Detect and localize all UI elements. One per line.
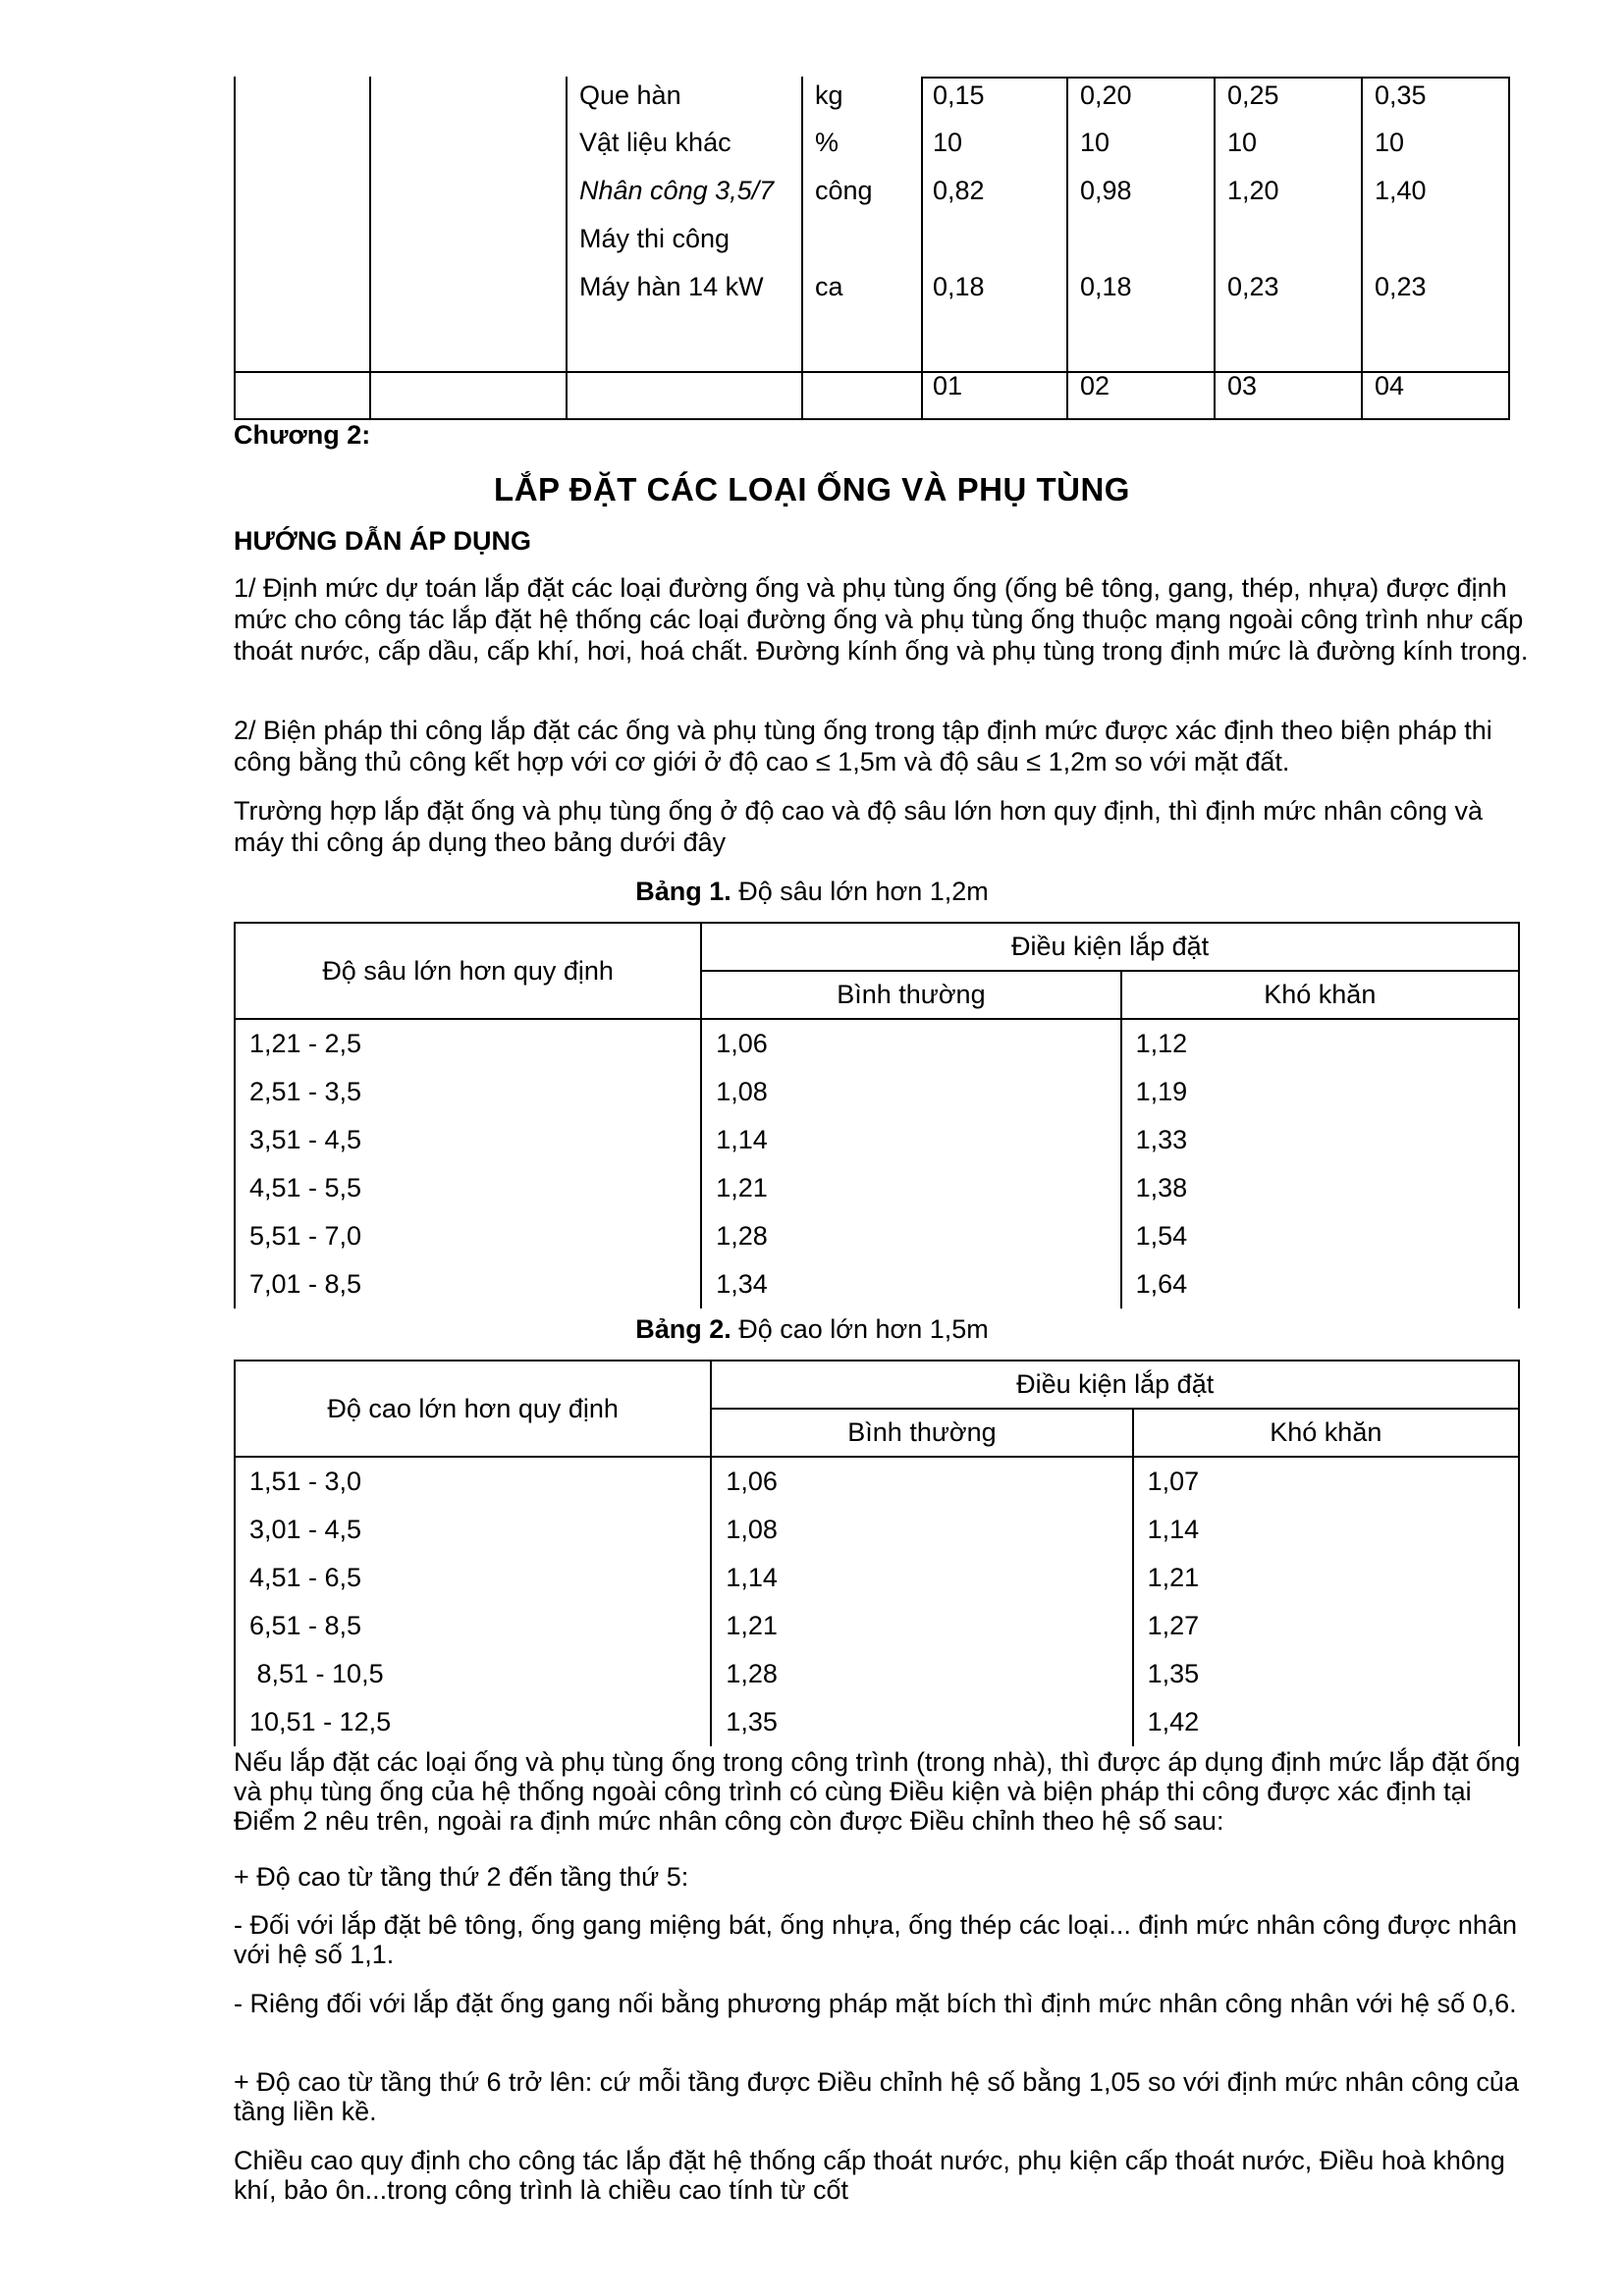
table-border <box>234 371 1510 373</box>
column-header: Độ cao lớn hơn quy định <box>235 1361 711 1457</box>
unit-label: % <box>815 128 839 157</box>
column-header: Độ sâu lớn hơn quy định <box>235 923 701 1019</box>
paragraph-4: Nếu lắp đặt các loại ống và phụ tùng ống trong công trình (trong nhà), thì được áp dụng định mức lắp đặt ống và phụ tùng ống của hệ thống ngoài công trình có cùng Điều kiện và biện pháp thi công được xác định tại Điểm 2 nêu trên, ngoài ra định mức nhân công còn được Điều chỉnh theo hệ số sau: <box>234 1747 1521 1836</box>
value-cell: 0,23 <box>1375 272 1427 301</box>
table-2 <box>234 1360 1520 1746</box>
group-header: Điều kiện lắp đặt <box>711 1361 1519 1409</box>
table-row: 5,51 - 7,0 1,28 1,54 <box>235 1212 1519 1260</box>
table-border <box>921 77 923 420</box>
value-cell: 0,35 <box>1375 80 1427 110</box>
table-border <box>921 77 1508 79</box>
item-label: Que hàn <box>579 80 681 110</box>
table2-caption: Bảng 2. Độ cao lớn hơn 1,5m <box>635 1314 989 1344</box>
item-label: Máy hàn 14 kW <box>579 272 764 301</box>
value-cell: 0,15 <box>933 80 985 110</box>
item-label: Máy thi công <box>579 224 731 253</box>
paragraph-3: Trường hợp lắp đặt ống và phụ tùng ống ở độ cao và độ sâu lớn hơn quy định, thì định mức nhân công và máy thi công áp dụng theo bảng dưới đây <box>234 796 1483 857</box>
value-cell: 10 <box>1227 128 1258 157</box>
code-cell: 03 <box>1227 371 1258 400</box>
paragraph-7: - Riêng đối với lắp đặt ống gang nối bằng phương pháp mặt bích thì định mức nhân công nhân với hệ số 0,6. <box>234 1989 1517 2018</box>
code-cell: 02 <box>1080 371 1110 400</box>
value-cell: 0,98 <box>1080 176 1132 205</box>
table1-caption: Bảng 1. Độ sâu lớn hơn 1,2m <box>635 877 989 906</box>
value-cell: 10 <box>1375 128 1405 157</box>
value-cell: 0,20 <box>1080 80 1132 110</box>
table-row: 10,51 - 12,5 1,35 1,42 <box>235 1698 1519 1746</box>
table-row: 3,51 - 4,5 1,14 1,33 <box>235 1116 1519 1164</box>
item-label: Nhân công 3,5/7 <box>579 176 775 205</box>
paragraph-6: - Đối với lắp đặt bê tông, ống gang miệng bát, ống nhựa, ống thép các loại... định mức nhân công được nhân với hệ số 1,1. <box>234 1910 1517 1969</box>
table-border <box>234 77 236 420</box>
table-row: 3,01 - 4,5 1,08 1,14 <box>235 1506 1519 1554</box>
table-row: 1,51 - 3,0 1,06 1,07 <box>235 1457 1519 1506</box>
code-cell: 04 <box>1375 371 1405 400</box>
unit-label: ca <box>815 272 843 301</box>
paragraph-2: 2/ Biện pháp thi công lắp đặt các ống và phụ tùng ống trong tập định mức được xác định theo biện pháp thi công bằng thủ công kết hợp với cơ giới ở độ cao ≤ 1,5m và độ sâu ≤ 1,2m so với mặt đất. <box>234 716 1492 776</box>
table-row: 2,51 - 3,5 1,08 1,19 <box>235 1068 1519 1116</box>
table-border <box>234 418 1510 420</box>
table-row: 1,21 - 2,5 1,06 1,12 <box>235 1019 1519 1068</box>
table-border <box>566 77 568 420</box>
table-row: 4,51 - 5,5 1,21 1,38 <box>235 1164 1519 1212</box>
table-border <box>1361 77 1363 420</box>
paragraph-5: + Độ cao từ tầng thứ 2 đến tầng thứ 5: <box>234 1862 689 1892</box>
table-border <box>801 77 803 420</box>
unit-label: công <box>815 176 873 205</box>
table-row: 6,51 - 8,5 1,21 1,27 <box>235 1602 1519 1650</box>
paragraph-1: 1/ Định mức dự toán lắp đặt các loại đường ống và phụ tùng ống (ống bê tông, gang, thép, nhựa) được định mức cho công tác lắp đặt hệ thống các loại đường ống và phụ tùng ống thuộc mạng ngoài công trình như cấp thoát nước, cấp dầu, cấp khí, hơi, hoá chất. Đường kính ống và phụ tùng trong định mức là đường kính trong. <box>234 573 1529 666</box>
table-border <box>1214 77 1216 420</box>
column-header: Bình thường <box>701 971 1120 1019</box>
value-cell: 10 <box>1080 128 1110 157</box>
table-border <box>369 77 371 420</box>
table-row: 4,51 - 6,5 1,14 1,21 <box>235 1554 1519 1602</box>
table-row: 7,01 - 8,5 1,34 1,64 <box>235 1260 1519 1308</box>
column-header: Bình thường <box>711 1409 1132 1457</box>
value-cell: 0,23 <box>1227 272 1279 301</box>
value-cell: 0,18 <box>933 272 985 301</box>
value-cell: 1,40 <box>1375 176 1427 205</box>
table-1 <box>234 922 1520 1308</box>
item-label: Vật liệu khác <box>579 128 731 157</box>
guide-heading: HƯỚNG DẪN ÁP DỤNG <box>234 526 531 556</box>
chapter-title: LẮP ĐẶT CÁC LOẠI ỐNG VÀ PHỤ TÙNG <box>494 471 1130 507</box>
column-header: Khó khăn <box>1133 1409 1519 1457</box>
value-cell: 0,82 <box>933 176 985 205</box>
chapter-label: Chương 2: <box>234 420 371 450</box>
value-cell: 1,20 <box>1227 176 1279 205</box>
table-border <box>1508 77 1510 420</box>
value-cell: 10 <box>933 128 963 157</box>
paragraph-9: Chiều cao quy định cho công tác lắp đặt hệ thống cấp thoát nước, phụ kiện cấp thoát nước, Điều hoà không khí, bảo ôn...trong công trình là chiều cao tính từ cốt <box>234 2146 1505 2205</box>
unit-label: kg <box>815 80 843 110</box>
value-cell: 0,18 <box>1080 272 1132 301</box>
table-border <box>1066 77 1068 420</box>
norm-table-continuation <box>234 77 1510 420</box>
column-header: Khó khăn <box>1121 971 1519 1019</box>
code-cell: 01 <box>933 371 963 400</box>
group-header: Điều kiện lắp đặt <box>701 923 1519 971</box>
paragraph-8: + Độ cao từ tầng thứ 6 trở lên: cứ mỗi tầng được Điều chỉnh hệ số bằng 1,05 so với định mức nhân công của tầng liền kề. <box>234 2067 1519 2126</box>
value-cell: 0,25 <box>1227 80 1279 110</box>
table-row: 8,51 - 10,5 1,28 1,35 <box>235 1650 1519 1698</box>
